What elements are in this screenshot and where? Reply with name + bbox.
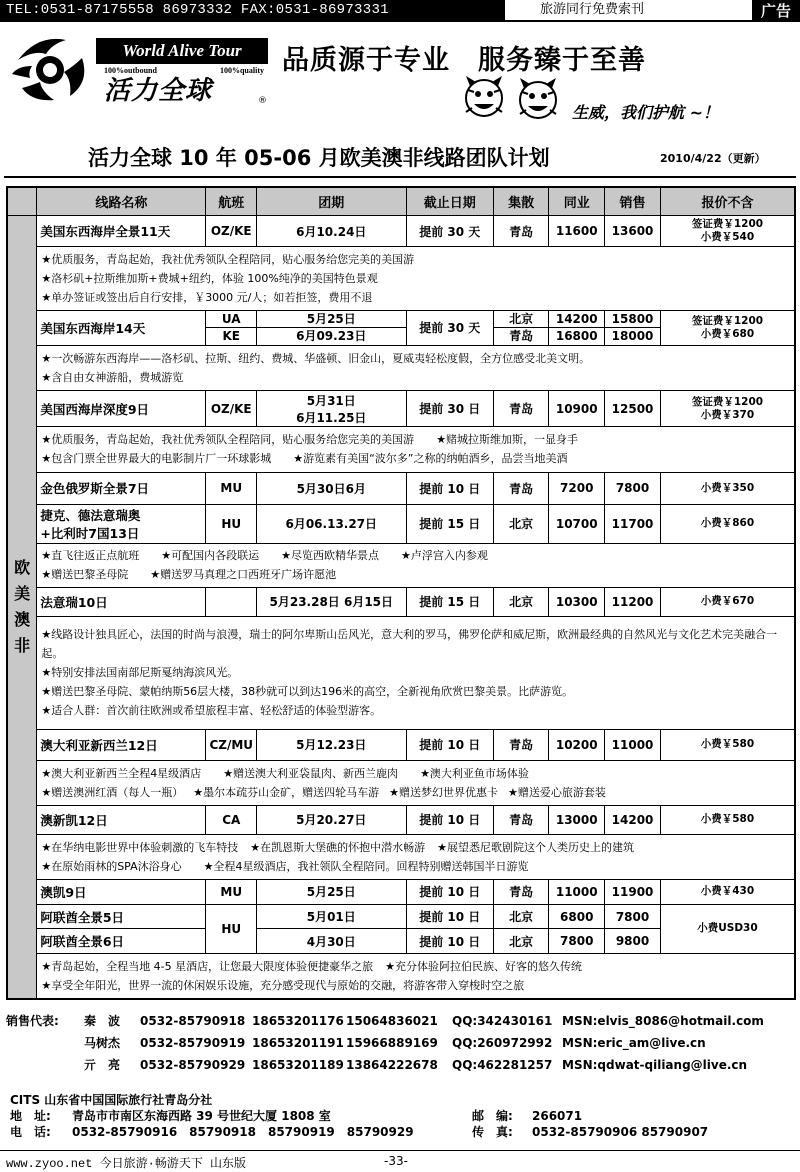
page-number: -33- bbox=[384, 1154, 408, 1168]
hub-city: 北京 bbox=[493, 505, 548, 543]
deadline: 提前 15 日 bbox=[406, 505, 493, 543]
contact-msn[interactable]: MSN:eric_am@live.cn bbox=[562, 1036, 706, 1050]
route-description bbox=[37, 760, 795, 805]
retail-price: 11000 bbox=[605, 729, 661, 760]
brand-chinese-name: 活力全球 bbox=[104, 76, 213, 106]
date-b: 6月09.23日 bbox=[257, 327, 405, 344]
contact-row bbox=[6, 1032, 796, 1054]
header-trade-price: 同业 bbox=[549, 187, 605, 216]
desc-item: ★墨尔本疏芬山金矿，赠送四轮马车游 bbox=[193, 785, 380, 799]
contact-name: 亓 亮 bbox=[84, 1058, 121, 1072]
tour-dates: 6月06.13.27日 bbox=[257, 505, 406, 543]
tour-dates bbox=[257, 310, 406, 345]
update-date: 2010/4/22（更新） bbox=[660, 152, 766, 165]
trade-price: 10300 bbox=[549, 587, 605, 616]
header-hub: 集散 bbox=[493, 187, 548, 216]
title-divider bbox=[4, 176, 796, 178]
trade-price: 13000 bbox=[549, 805, 605, 834]
desc-item: ★优质服务，青岛起始，我社优秀领队全程陪同，贴心服务给您完美的美国游 bbox=[41, 433, 415, 447]
flight: OZ/KE bbox=[206, 216, 257, 247]
desc-item: ★展望悉尼歌剧院这个人类历史上的建筑 bbox=[437, 840, 634, 854]
flight bbox=[206, 587, 257, 616]
address-label: 地 址: bbox=[10, 1109, 51, 1123]
contacts-label: 销售代表: bbox=[6, 1014, 59, 1028]
free-catalog-label: 旅游同行免费索刊 bbox=[540, 2, 645, 17]
fee-line: 签证费￥1200 bbox=[691, 395, 764, 408]
desc-item: ★一次畅游东西海岸——洛杉矶、拉斯、纽约、费城、华盛顿、旧金山，夏威夷轻松度假，全方位感受北美文明。 bbox=[41, 352, 591, 366]
deadline: 提前 10 日 bbox=[406, 904, 493, 929]
phone-row bbox=[10, 1124, 790, 1140]
desc-item: ★卢浮宫入内参观 bbox=[400, 549, 488, 563]
desc-item: ★赠送巴黎圣母院、蒙帕纳斯56层大楼，38秒就可以到达196米的高空，全新视角欣赏巴黎美景。比萨游览。 bbox=[41, 685, 574, 699]
deadline: 提前 30 日 bbox=[406, 391, 493, 427]
deadline: 提前 10 日 bbox=[406, 880, 493, 905]
desc-item: ★游览素有美国“波尔多”之称的纳帕酒乡，品尝当地美酒 bbox=[293, 452, 568, 466]
sun-swirl-logo-icon bbox=[8, 30, 92, 104]
fee-excluded bbox=[660, 310, 795, 345]
date-a: 5月31日 bbox=[306, 393, 356, 408]
trade-b: 16800 bbox=[549, 327, 604, 344]
description-row bbox=[7, 345, 795, 390]
fee-excluded bbox=[660, 505, 795, 543]
desc-item: ★充分体验阿拉伯民族、好客的悠久传统 bbox=[385, 960, 583, 974]
header-route: 线路名称 bbox=[37, 187, 206, 216]
desc-item: ★赠送澳大利亚袋鼠肉、新西兰鹿肉 bbox=[223, 766, 399, 780]
retail-price: 7800 bbox=[605, 472, 661, 505]
fee-line: 小费￥370 bbox=[700, 408, 755, 421]
route-name: 阿联酋全景5日 bbox=[37, 904, 206, 929]
desc-item: ★全程4星级酒店，我社领队全程陪同。回程特别赠送韩国半日游览 bbox=[203, 859, 529, 873]
region-char: 美 bbox=[14, 584, 31, 604]
flight bbox=[206, 310, 257, 345]
desc-item: ★在华纳电影世界中体验刺激的飞车特技 bbox=[41, 840, 239, 854]
fee-line: 小费￥670 bbox=[700, 595, 755, 608]
desc-item: ★特别安排法国南部尼斯戛纳海滨风光。 bbox=[41, 666, 239, 680]
tour-dates: 6月10.24日 bbox=[257, 216, 406, 247]
fee-line: 签证费￥1200 bbox=[691, 314, 764, 327]
trade-price: 7200 bbox=[549, 472, 605, 505]
retail-price: 9800 bbox=[605, 929, 661, 954]
route-name: 金色俄罗斯全景7日 bbox=[37, 472, 206, 505]
route-name: 澳大利亚新西兰12日 bbox=[37, 729, 206, 760]
hub-city: 青岛 bbox=[493, 805, 548, 834]
fee-line: 小费￥350 bbox=[700, 481, 755, 494]
tel-label: 电 话: bbox=[10, 1125, 51, 1139]
page-title: 活力全球 10 年 05-06 月欧美澳非线路团队计划 bbox=[88, 146, 550, 170]
zip-label: 邮 编: bbox=[472, 1109, 513, 1123]
trade-price: 10900 bbox=[549, 391, 605, 427]
fax: 0532-85790906 85790907 bbox=[532, 1125, 709, 1139]
top-bar bbox=[0, 0, 800, 22]
hub-city: 北京 bbox=[493, 904, 548, 929]
desc-item: ★享受全年阳光，世界一流的休闲娱乐设施，充分感受现代与原始的交融，将游客带入穿梭时空之旅 bbox=[41, 979, 525, 993]
deadline: 提前 10 日 bbox=[406, 805, 493, 834]
address: 青岛市市南区东海西路 39 号世纪大厦 1808 室 bbox=[72, 1109, 331, 1123]
fee-line: 小费￥680 bbox=[700, 327, 755, 340]
fee-line: 签证费￥1200 bbox=[691, 218, 764, 231]
fee-excluded bbox=[660, 729, 795, 760]
hub-city: 青岛 bbox=[493, 880, 548, 905]
trade-price: 6800 bbox=[549, 904, 605, 929]
fee-excluded bbox=[660, 391, 795, 427]
trade-price: 10700 bbox=[549, 505, 605, 543]
fee-line: 小费￥430 bbox=[700, 885, 755, 898]
route-name: 美国东西海岸14天 bbox=[37, 310, 206, 345]
hub-a: 北京 bbox=[509, 312, 534, 327]
description-row bbox=[7, 247, 795, 311]
hub-city: 青岛 bbox=[493, 391, 548, 427]
date-b: 6月11.25日 bbox=[296, 410, 367, 425]
trade-price bbox=[549, 310, 605, 345]
retail-price: 7800 bbox=[605, 904, 661, 929]
desc-item: ★赠送巴黎圣母院 bbox=[41, 568, 129, 582]
fee-excluded bbox=[660, 904, 795, 953]
description-row bbox=[7, 616, 795, 729]
route-name: 美国西海岸深度9日 bbox=[37, 391, 206, 427]
desc-item: ★直飞往返正点航班 bbox=[41, 549, 140, 563]
retail-price: 11700 bbox=[605, 505, 661, 543]
region-char: 欧 bbox=[14, 558, 31, 578]
flight: HU bbox=[206, 505, 257, 543]
flight-b: KE bbox=[206, 327, 256, 344]
table-row bbox=[7, 505, 795, 543]
table-row bbox=[7, 391, 795, 427]
route-description bbox=[37, 543, 795, 587]
deadline: 提前 10 日 bbox=[406, 929, 493, 954]
contact-row bbox=[6, 1054, 796, 1076]
brand-sub-quality: 100%quality bbox=[219, 66, 264, 75]
brand-subtitle bbox=[104, 66, 264, 75]
contact-mobile: 13864222678 bbox=[346, 1058, 438, 1072]
route-name: 法意瑞10日 bbox=[37, 587, 206, 616]
retail-b: 18000 bbox=[605, 327, 660, 344]
sales-contacts bbox=[6, 1010, 796, 1076]
contact-row bbox=[6, 1010, 796, 1032]
desc-item: ★洛杉矶+拉斯维加斯+费城+纽约，体验 100%纯净的美国特色景观 bbox=[41, 272, 378, 286]
desc-item: ★优质服务，青岛起始，我社优秀领队全程陪同，贴心服务给您完美的美国游 bbox=[41, 253, 415, 267]
contact-mobile: 18653201191 bbox=[252, 1036, 344, 1050]
description-row bbox=[7, 760, 795, 805]
description-row bbox=[7, 543, 795, 587]
description-row bbox=[7, 427, 795, 472]
trade-price: 11600 bbox=[549, 216, 605, 247]
fee-line: 小费￥860 bbox=[700, 517, 755, 530]
region-char: 澳 bbox=[14, 610, 31, 630]
fee-line: 小费￥540 bbox=[700, 231, 755, 244]
flight-a: UA bbox=[221, 312, 241, 327]
table-row bbox=[7, 310, 795, 345]
agency-name-row bbox=[10, 1092, 790, 1108]
fee-excluded bbox=[660, 472, 795, 505]
address-row bbox=[10, 1108, 790, 1124]
tour-dates: 4月30日 bbox=[257, 929, 406, 954]
route-name: 澳凯9日 bbox=[37, 880, 206, 905]
tagline: 生威，我们护航 ~！ bbox=[572, 103, 719, 122]
ad-badge: 广告 bbox=[752, 0, 800, 22]
fee-line: 小费￥580 bbox=[700, 813, 755, 826]
desc-item: ★适合人群：首次前往欧洲或希望旅程丰富、轻松舒适的体验型游客。 bbox=[41, 704, 382, 718]
hub-city: 北京 bbox=[493, 929, 548, 954]
agency-name: CITS 山东省中国国际旅行社青岛分社 bbox=[10, 1093, 213, 1107]
desc-item: ★青岛起始，全程当地 4-5 星酒店，让您最大限度体验便捷豪华之旅 bbox=[41, 960, 374, 974]
contact-mobile: 18653201189 bbox=[252, 1058, 344, 1072]
hub-city bbox=[493, 310, 548, 345]
contact-mobile: 18653201176 bbox=[252, 1014, 344, 1028]
region-char: 非 bbox=[14, 636, 31, 656]
route-name-line: 捷克、德法意瑞奥 bbox=[40, 507, 141, 523]
description-row bbox=[7, 954, 795, 999]
brand-english-name: World Alive Tour bbox=[96, 38, 268, 64]
desc-item: ★在原始雨林的SPA沐浴身心 bbox=[41, 859, 182, 873]
agency-info bbox=[10, 1092, 790, 1140]
deadline: 提前 30 天 bbox=[406, 216, 493, 247]
route-description bbox=[37, 834, 795, 879]
contact-qq: QQ:462281257 bbox=[452, 1058, 553, 1072]
contact-phone: 0532-85790919 bbox=[140, 1036, 246, 1050]
trade-price: 11000 bbox=[549, 880, 605, 905]
hub-city: 青岛 bbox=[493, 472, 548, 505]
date-a: 5月25日 bbox=[306, 312, 356, 327]
tour-dates: 5月01日 bbox=[257, 904, 406, 929]
deadline: 提前 15 日 bbox=[406, 587, 493, 616]
trade-a: 14200 bbox=[555, 312, 598, 327]
tour-dates: 5月20.27日 bbox=[257, 805, 406, 834]
fax-label: 传 真: bbox=[472, 1125, 513, 1139]
table-header-row bbox=[7, 187, 795, 216]
tour-dates: 5月30日6月 bbox=[257, 472, 406, 505]
desc-item: ★赠送澳洲红酒（每人一瓶） bbox=[41, 785, 184, 799]
header-excludes: 报价不含 bbox=[660, 187, 795, 216]
tour-dates: 5月25日 bbox=[257, 880, 406, 905]
contact-qq: QQ:342430161 bbox=[452, 1014, 553, 1028]
trade-price: 10200 bbox=[549, 729, 605, 760]
flight: CZ/MU bbox=[206, 729, 257, 760]
route-description bbox=[37, 247, 795, 311]
route-name bbox=[37, 505, 206, 543]
contact-msn[interactable]: MSN:qdwat-qiliang@live.cn bbox=[562, 1058, 748, 1072]
contact-msn[interactable]: MSN:elvis_8086@hotmail.com bbox=[562, 1014, 764, 1028]
desc-item: ★线路设计独具匠心，法国的时尚与浪漫，瑞士的阿尔卑斯山岳风光，意大利的罗马，佛罗伦萨和威尼斯，欧洲最经典的自然风光与文化艺术完美融合一起。 bbox=[41, 628, 778, 661]
slogan: 品质源于专业 服务臻于至善 bbox=[282, 45, 646, 76]
header-blank bbox=[7, 187, 37, 216]
desc-item: ★澳大利亚鱼市场体验 bbox=[420, 766, 529, 780]
region-label bbox=[7, 216, 37, 999]
contact-mobile: 15966889169 bbox=[346, 1036, 438, 1050]
route-name: 阿联酋全景6日 bbox=[37, 929, 206, 954]
desc-item: ★赠送罗马真理之口西班牙广场许愿池 bbox=[150, 568, 337, 582]
fee-excluded bbox=[660, 216, 795, 247]
retail-price: 14200 bbox=[605, 805, 661, 834]
desc-item: ★可配国内各段联运 bbox=[161, 549, 260, 563]
contact-phone: 0532-85790929 bbox=[140, 1058, 246, 1072]
contact-tel-fax: TEL:0531-87175558 86973332 FAX:0531-86973331 bbox=[0, 0, 505, 20]
retail-price: 12500 bbox=[605, 391, 661, 427]
desc-item: ★赠送爱心旅游套装 bbox=[507, 785, 606, 799]
desc-item: ★在凯恩斯大堡礁的怀抱中潜水畅游 bbox=[250, 840, 426, 854]
route-description bbox=[37, 954, 795, 999]
flight: MU bbox=[206, 472, 257, 505]
flight: HU bbox=[206, 904, 257, 953]
hub-b: 青岛 bbox=[494, 327, 548, 344]
route-name: 澳新凯12日 bbox=[37, 805, 206, 834]
brand-sub-outbound: 100%outbound bbox=[104, 66, 157, 75]
tel: 0532-85790916 85790918 85790919 85790929 bbox=[72, 1125, 414, 1139]
deadline: 提前 10 日 bbox=[406, 729, 493, 760]
route-name-line: +比利时7国13日 bbox=[40, 525, 140, 541]
hub-city: 北京 bbox=[493, 587, 548, 616]
description-row bbox=[7, 834, 795, 879]
fee-line: 小费USD30 bbox=[697, 922, 758, 935]
desc-item: ★包含门票全世界最大的电影制片厂一环球影城 bbox=[41, 452, 272, 466]
tour-dates: 5月23.28日 6月15日 bbox=[257, 587, 406, 616]
table-row bbox=[7, 880, 795, 905]
contact-name: 马树杰 bbox=[84, 1036, 121, 1050]
desc-item: ★澳大利亚新西兰全程4星级酒店 bbox=[41, 766, 202, 780]
contact-qq: QQ:260972992 bbox=[452, 1036, 553, 1050]
tour-schedule-table bbox=[6, 186, 796, 1000]
desc-item: ★赠送梦幻世界优惠卡 bbox=[389, 785, 498, 799]
registered-mark: ® bbox=[258, 96, 267, 106]
flight: MU bbox=[206, 880, 257, 905]
route-description bbox=[37, 427, 795, 472]
footer bbox=[0, 1150, 800, 1172]
retail-price: 13600 bbox=[605, 216, 661, 247]
retail-price: 11200 bbox=[605, 587, 661, 616]
contact-mobile: 15064836021 bbox=[346, 1014, 438, 1028]
table-row bbox=[7, 805, 795, 834]
retail-price bbox=[605, 310, 661, 345]
route-description bbox=[37, 345, 795, 390]
header-dates: 团期 bbox=[257, 187, 406, 216]
flight: CA bbox=[206, 805, 257, 834]
footer-website: www.zyoo.net 今日旅游·畅游天下 山东版 bbox=[6, 1157, 247, 1171]
table-row bbox=[7, 216, 795, 247]
table-row bbox=[7, 587, 795, 616]
table-row bbox=[7, 472, 795, 505]
retail-a: 15800 bbox=[611, 312, 654, 327]
hub-city: 青岛 bbox=[493, 216, 548, 247]
tiger-mascots-icon bbox=[462, 76, 562, 122]
contact-name: 秦 波 bbox=[84, 1014, 121, 1028]
header-flight: 航班 bbox=[206, 187, 257, 216]
trade-price: 7800 bbox=[549, 929, 605, 954]
fee-excluded bbox=[660, 587, 795, 616]
header-retail-price: 销售 bbox=[605, 187, 661, 216]
deadline: 提前 30 天 bbox=[406, 310, 493, 345]
header-deadline: 截止日期 bbox=[406, 187, 493, 216]
route-description bbox=[37, 616, 795, 729]
zip: 266071 bbox=[532, 1109, 583, 1123]
hub-city: 青岛 bbox=[493, 729, 548, 760]
table-row bbox=[7, 904, 795, 929]
tour-dates bbox=[257, 391, 406, 427]
desc-item: ★赌城拉斯维加斯，一显身手 bbox=[436, 433, 579, 447]
desc-item: ★尽览西欧精华景点 bbox=[281, 549, 379, 563]
route-name: 美国东西海岸全景11天 bbox=[37, 216, 206, 247]
retail-price: 11900 bbox=[605, 880, 661, 905]
deadline: 提前 10 日 bbox=[406, 472, 493, 505]
fee-line: 小费￥580 bbox=[700, 738, 755, 751]
desc-item: ★单办签证或签出后自行安排，￥3000 元/人；如若拒签，费用不退 bbox=[41, 291, 373, 305]
flight: OZ/KE bbox=[206, 391, 257, 427]
fee-excluded bbox=[660, 880, 795, 905]
desc-item: ★含自由女神游船，费城游览 bbox=[41, 371, 184, 385]
contact-phone: 0532-85790918 bbox=[140, 1014, 246, 1028]
table-row bbox=[7, 729, 795, 760]
fee-excluded bbox=[660, 805, 795, 834]
tour-dates: 5月12.23日 bbox=[257, 729, 406, 760]
